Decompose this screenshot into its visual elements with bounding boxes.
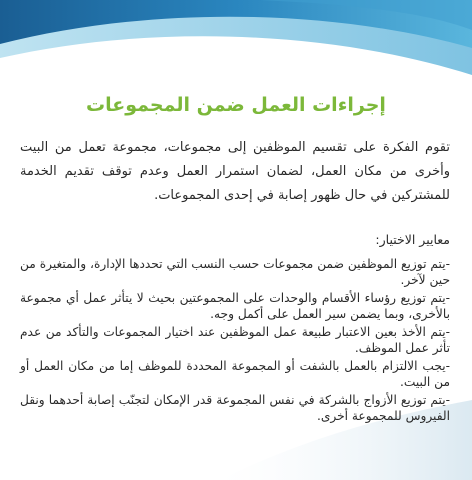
criteria-item: -يتم توزيع الموظفين ضمن مجموعات حسب النسب التي تحددها الإدارة، والمتغيرة من حين لآخر. — [20, 257, 450, 287]
criteria-heading: معايير الاختيار: — [375, 232, 450, 247]
criteria-list — [20, 257, 450, 427]
criteria-item: -يتم توزيع رؤساء الأقسام والوحدات على المجموعتين بحيث لا يتأثر عمل أي مجموعة بالأخرى، وبما يضمن سير العمل على أكمل وجه. — [20, 291, 450, 321]
criteria-item: -يتم الأخذ بعين الاعتبار طبيعة عمل الموظفين عند اختيار المجموعات والتأكد من عدم تأثر عمل الموظف. — [20, 325, 450, 355]
criteria-item: -يجب الالتزام بالعمل بالشفت أو المجموعة المحددة للموظف إما من مكان العمل أو من البيت. — [20, 359, 450, 389]
intro-paragraph: تقوم الفكرة على تقسيم الموظفين إلى مجموعات، مجموعة تعمل من البيت وأخرى من مكان العمل، لضمان استمرار العمل وعدم توقف تقديم الخدمة للمشتركين في حال ظهور إصابة في إحدى المجموعات. — [20, 140, 450, 203]
page-title: إجراءات العمل ضمن المجموعات — [86, 94, 386, 116]
criteria-item: -يتم توزيع الأزواج بالشركة في نفس المجموعة قدر الإمكان لتجنّب إصابة أحدهما ونقل الفيروس للمجموعة أخرى. — [20, 393, 450, 423]
